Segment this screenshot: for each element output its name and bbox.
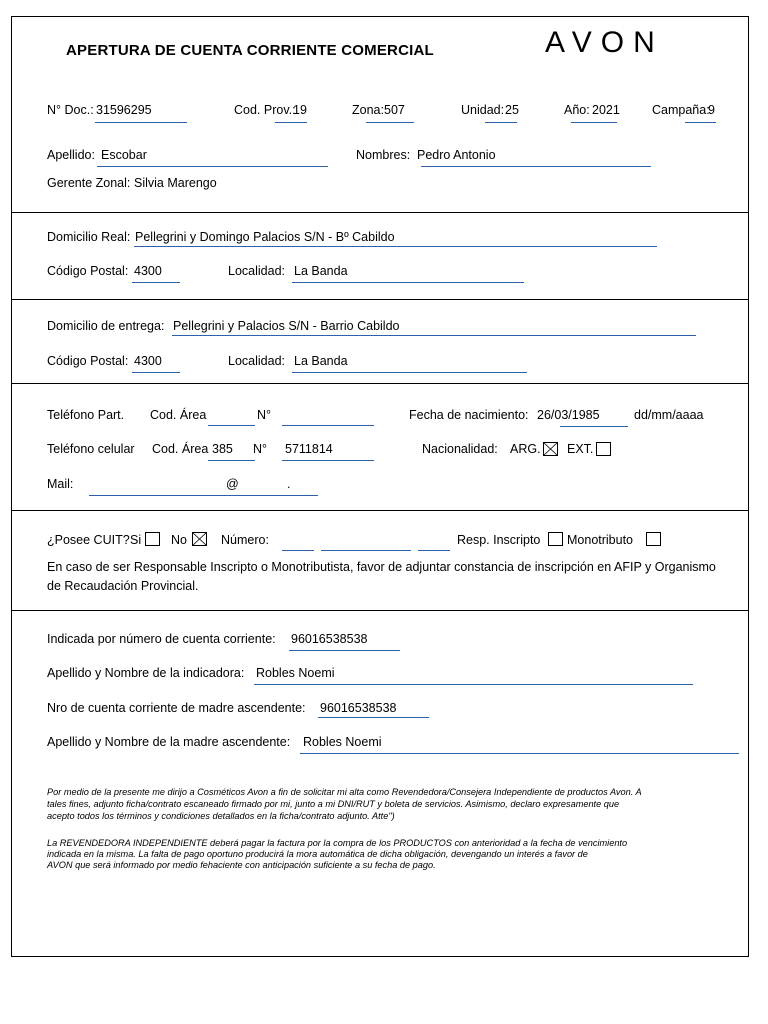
cuit-part2-underline[interactable]	[321, 550, 411, 551]
anio-underline	[571, 122, 617, 123]
section-divider	[11, 299, 749, 300]
ext-checkbox[interactable]	[596, 442, 611, 456]
mail-label: Mail:	[47, 477, 74, 491]
indicadora-underline	[254, 684, 693, 685]
domicilio-entrega-value[interactable]: Pellegrini y Palacios S/N - Barrio Cabildo	[173, 319, 400, 333]
madre-cc-underline	[318, 717, 429, 718]
cp-underline	[132, 282, 180, 283]
localidad-value[interactable]: La Banda	[294, 264, 348, 278]
domicilio-real-value[interactable]: Pellegrini y Domingo Palacios S/N - Bº Cabildo	[135, 230, 395, 244]
resp-label: Resp. Inscripto	[457, 533, 541, 547]
cp-entrega-underline	[132, 372, 180, 373]
localidad-entrega-value[interactable]: La Banda	[294, 354, 348, 368]
apellido-value[interactable]: Escobar	[101, 148, 147, 162]
legal-paragraph-2	[47, 838, 731, 871]
fecha-underline	[560, 426, 628, 427]
nacionalidad-label: Nacionalidad:	[422, 442, 498, 456]
cp-entrega-label: Código Postal:	[47, 354, 129, 368]
section-divider	[11, 212, 749, 213]
fecha-label: Fecha de nacimiento:	[409, 408, 529, 422]
anio-label: Año:	[564, 103, 590, 117]
mail-at: @	[226, 477, 239, 491]
legal-p1-line: acepto todos los términos y condiciones detallados en la ficha/contrato adjunto. Atte")	[47, 811, 395, 821]
indicada-value[interactable]: 96016538538	[291, 632, 368, 646]
nombres-label: Nombres:	[356, 148, 411, 162]
unidad-label: Unidad:	[461, 103, 505, 117]
cuit-note-line1: En caso de ser Responsable Inscripto o Monotributista, favor de adjuntar constancia de inscripción en AFIP y Organismo	[47, 560, 716, 574]
madre-nombre-value[interactable]: Robles Noemi	[303, 735, 382, 749]
check-x-icon	[193, 533, 206, 545]
arg-checkbox[interactable]	[543, 442, 558, 456]
section-divider	[11, 610, 749, 611]
apellido-label: Apellido:	[47, 148, 95, 162]
madre-nombre-label: Apellido y Nombre de la madre ascendente:	[47, 735, 291, 749]
zona-label: Zona:	[352, 103, 384, 117]
zona-underline	[366, 122, 414, 123]
madre-cc-value[interactable]: 96016538538	[320, 701, 397, 715]
prov-underline	[275, 122, 307, 123]
madre-cc-label: Nro de cuenta corriente de madre ascendente:	[47, 701, 306, 715]
section-divider	[11, 383, 749, 384]
avon-logo: AVON	[545, 26, 664, 59]
cuit-label: ¿Posee CUIT?	[47, 533, 130, 547]
cuit-numero-label: Número:	[221, 533, 269, 547]
fecha-value[interactable]: 26/03/1985	[537, 408, 600, 422]
tel-cel-label: Teléfono celular	[47, 442, 135, 456]
legal-p2-line: indicada en la misma. La falta de pago oportuno producirá la mora automática de dicha obligación, devengando un interés a favor de	[47, 849, 588, 859]
prov-label: Cod. Prov.:	[234, 103, 296, 117]
localidad-label: Localidad:	[228, 264, 285, 278]
legal-p2-line: La REVENDEDORA INDEPENDIENTE deberá pagar la factura por la compra de los PRODUCTOS con anterioridad a la fecha de vencimiento	[47, 838, 628, 848]
anio-value[interactable]: 2021	[592, 103, 620, 117]
fecha-format: dd/mm/aaaa	[634, 408, 704, 422]
campana-label: Campaña:	[652, 103, 710, 117]
unidad-value[interactable]: 25	[505, 103, 519, 117]
tel-part-num-underline[interactable]	[282, 425, 374, 426]
domicilio-real-underline	[134, 246, 657, 247]
indicada-label: Indicada por número de cuenta corriente:	[47, 632, 276, 646]
cel-num-label: N°	[253, 442, 268, 456]
unidad-underline	[485, 122, 517, 123]
cel-area-value[interactable]: 385	[212, 442, 233, 456]
cp-label: Código Postal:	[47, 264, 129, 278]
apellido-underline	[97, 166, 328, 167]
cel-area-label: Cod. Área	[152, 442, 209, 456]
arg-label: ARG.	[510, 442, 541, 456]
no-label: No	[171, 533, 187, 547]
section-divider	[11, 510, 749, 511]
cel-num-underline	[282, 460, 374, 461]
localidad-entrega-underline	[292, 372, 527, 373]
localidad-underline	[292, 282, 524, 283]
domicilio-entrega-underline	[172, 335, 696, 336]
legal-paragraph-1	[47, 786, 731, 822]
campana-underline	[685, 122, 716, 123]
tel-part-num-label: N°	[257, 408, 272, 422]
localidad-entrega-label: Localidad:	[228, 354, 285, 368]
cuit-part1-underline[interactable]	[282, 550, 314, 551]
madre-nombre-underline	[300, 753, 739, 754]
mono-checkbox[interactable]	[646, 532, 661, 546]
tel-part-label: Teléfono Part.	[47, 408, 125, 422]
cp-value[interactable]: 4300	[134, 264, 162, 278]
doc-label: N° Doc.:	[47, 103, 94, 117]
domicilio-real-label: Domicilio Real:	[47, 230, 131, 244]
nombres-underline	[421, 166, 651, 167]
si-label: Si	[130, 533, 142, 547]
ext-label: EXT.	[567, 442, 594, 456]
prov-value[interactable]: 19	[293, 103, 307, 117]
indicadora-label: Apellido y Nombre de la indicadora:	[47, 666, 245, 680]
mail-underline[interactable]	[89, 495, 318, 496]
cuit-note-line2: de Recaudación Provincial.	[47, 579, 199, 593]
campana-value[interactable]: 9	[708, 103, 715, 117]
cel-area-underline	[208, 460, 255, 461]
no-checkbox[interactable]	[192, 532, 207, 546]
mono-label: Monotributo	[567, 533, 634, 547]
form-title: APERTURA DE CUENTA CORRIENTE COMERCIAL	[66, 42, 434, 59]
tel-part-area-label: Cod. Área	[150, 408, 207, 422]
nombres-value[interactable]: Pedro Antonio	[417, 148, 496, 162]
cuit-part3-underline[interactable]	[418, 550, 450, 551]
domicilio-entrega-label: Domicilio de entrega:	[47, 319, 165, 333]
gerente-value[interactable]: Silvia Marengo	[134, 176, 217, 190]
legal-p1-line: tales fines, adjunto ficha/contrato escaneado firmado por mi, junto a mi DNI/RUT y boleta de servicios. Asimismo, declaro expresamente que	[47, 799, 620, 809]
check-x-icon	[544, 443, 557, 455]
zona-value[interactable]: 507	[384, 103, 405, 117]
indicada-underline	[289, 650, 400, 651]
mail-dot: .	[287, 477, 291, 491]
indicadora-value[interactable]: Robles Noemi	[256, 666, 335, 680]
legal-p1-line: Por medio de la presente me dirijo a Cosméticos Avon a fin de solicitar mi alta como Revendedora/Consejera Independiente de productos Avon. A	[47, 787, 642, 797]
doc-underline	[95, 122, 187, 123]
cel-num-value[interactable]: 5711814	[285, 442, 333, 456]
resp-checkbox[interactable]	[548, 532, 563, 546]
legal-p2-line: AVON que será informado por medio fehaciente con anticipación suficiente a su fecha de pago.	[47, 860, 436, 870]
gerente-label: Gerente Zonal:	[47, 176, 131, 190]
si-checkbox[interactable]	[145, 532, 160, 546]
tel-part-area-underline[interactable]	[208, 425, 255, 426]
cp-entrega-value[interactable]: 4300	[134, 354, 162, 368]
doc-value[interactable]: 31596295	[96, 103, 152, 117]
